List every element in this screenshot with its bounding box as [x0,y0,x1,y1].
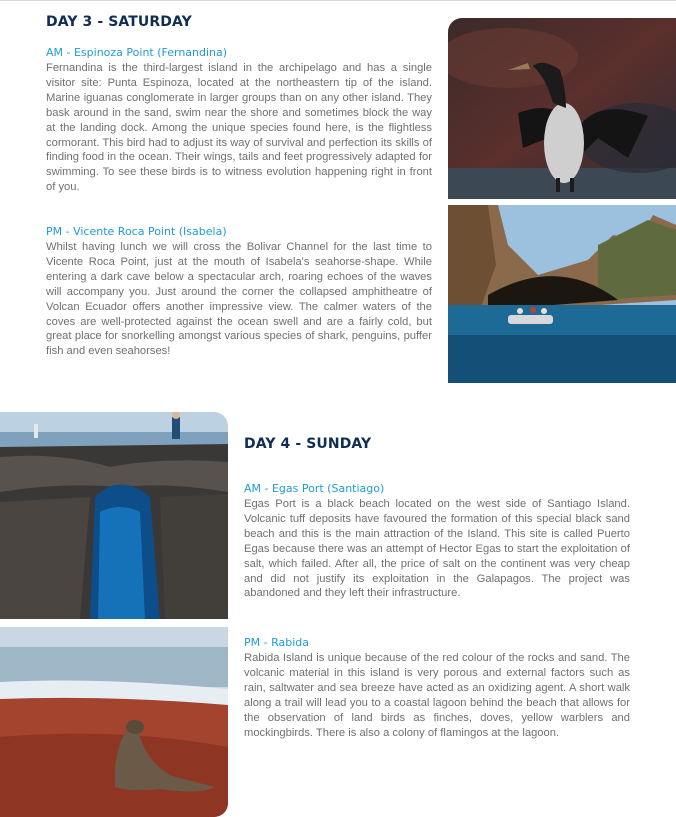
sea-cave-boat-photo [448,205,676,383]
day4-pm-heading: PM - Rabida [244,636,309,649]
day4-am-heading: AM - Egas Port (Santiago) [244,482,385,495]
day4-pm-text: Rabida Island is unique because of the red colour of the rocks and sand. The volcanic material in this island is very porous and external factors such as rain, saltwater and sea breeze have acted as an oxidizing agent. A short walk along a trail will lead you to a coastal lagoon behind the beach that allows for the observation of land birds as finches, doves, yellow warblers and mockingbirds. There is also a colony of flamingos at the lagoon. [244,652,630,739]
day3-am-text: Fernandina is the third-largest island in the archipelago and has a single visitor site: Punta Espinoza, located at the northeastern tip of the island. Marine iguanas conglomerate in larger groups than on any other island. They bask around in the sand, swim near the shore and sometimes block the way at the landing dock. Among the unique species found here, is the flightless cormorant. This bird had to adjust its way of survival and perfection its skills of finding food in the ocean. Their wings, tails and feet progressively adapted for swimming. To see these birds is to witness evolution happening right in front of you. [46,62,432,194]
day4-am-text: Egas Port is a black beach located on the west side of Santiago Island. Volcanic tuff deposits have favoured the formation of this special black sand beach and this is the main attraction of the Island. This site is called Puerto Egas because there was an attempt of Hector Egas to start the exploitation of salt, which failed. After all, the price of salt on the continent was very cheap and did not justify its exploitation in the Galapagos. The project was abandoned and they left their infrastructure. [244,498,630,600]
lava-arch-photo [0,412,228,619]
day3-pm-heading: PM - Vicente Roca Point (Isabela) [46,225,227,238]
day3-am-heading: AM - Espinoza Point (Fernandina) [46,46,228,59]
top-divider [0,0,676,1]
day4-title: DAY 4 - SUNDAY [244,436,372,452]
day3-title: DAY 3 - SATURDAY [46,14,192,30]
cormorant-photo [448,18,676,199]
day3-pm-text: Whilst having lunch we will cross the Bolivar Channel for the last time to Vicente Roca Point, just at the mouth of Isabela's seahorse-shape. While entering a dark cave below a spectacular arch, roaring echoes of the waves will accompany you. Just around the corner the collapsed amphitheatre of Volcan Ecuador offers another impressive view. The calmer waters of the coves are well-protected against the ocean swell and are a fairly cold, but great place for snorkelling amongst various species of shark, penguins, puffer fish and even seahorses! [46,241,432,358]
sea-lion-red-beach-photo [0,627,228,817]
